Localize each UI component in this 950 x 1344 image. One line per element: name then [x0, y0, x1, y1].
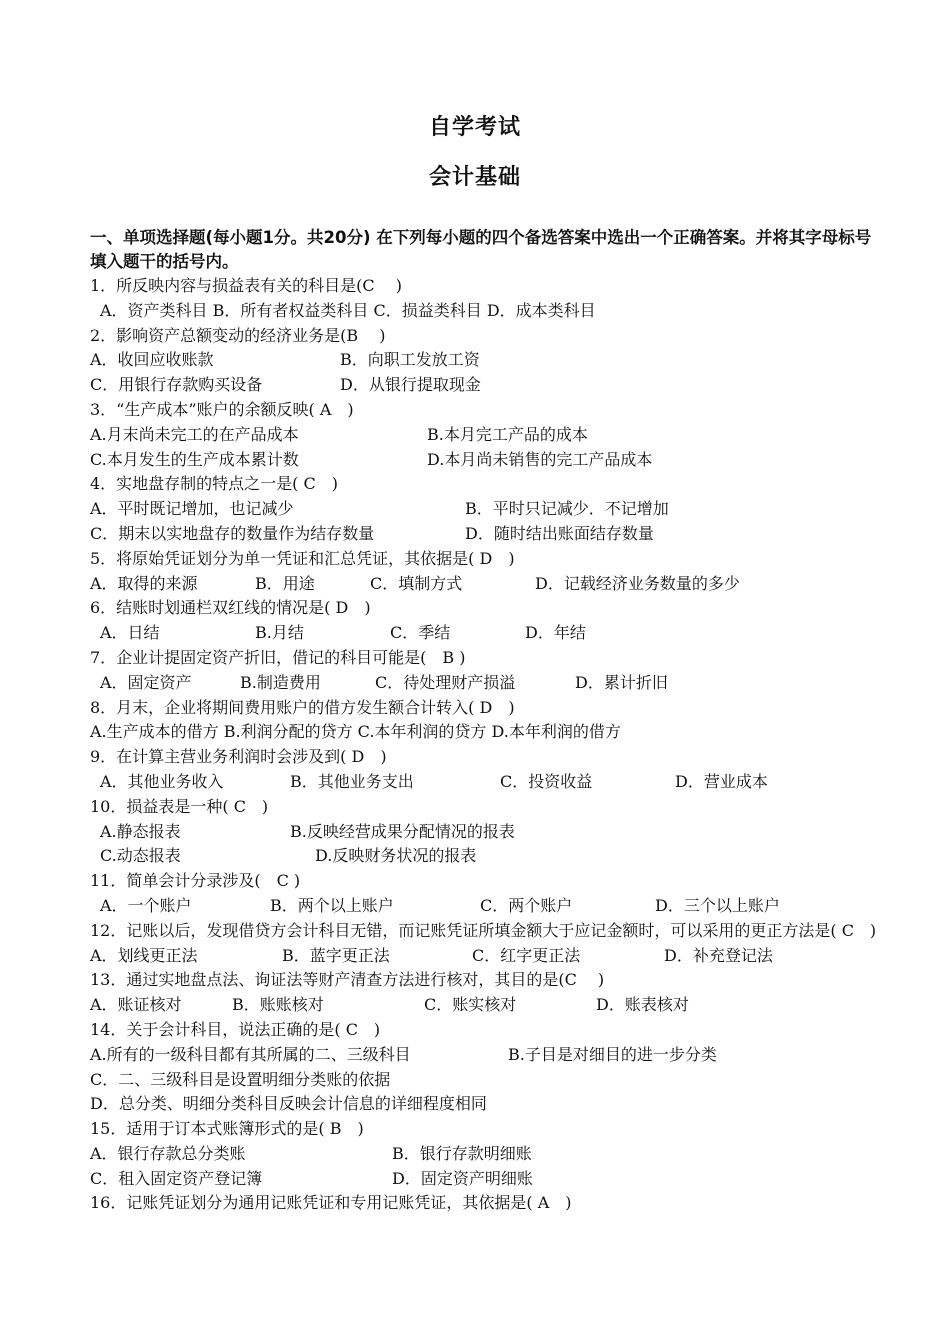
answer-option: C．待处理财产损溢	[375, 672, 516, 692]
question-stem: 10．损益表是一种( C )	[90, 796, 269, 816]
question-stem: 5．将原始凭证划分为单一凭证和汇总凭证，其依据是( D )	[90, 548, 515, 568]
option-row	[90, 448, 880, 473]
question-stem: 6．结账时划通栏双红线的情况是( D )	[90, 598, 371, 618]
question-stem: 12．记账以后，发现借贷方会计科目无错，而记账凭证所填金额大于应记金额时，可以采用的更正方法是( C )	[90, 920, 877, 940]
option-row	[90, 572, 880, 597]
answer-option: C．账实核对	[424, 995, 517, 1015]
option-row	[90, 1043, 880, 1068]
answer-option: D．记载经济业务数量的多少	[535, 573, 740, 593]
answer-option: B.本月完工产品的成本	[427, 424, 588, 444]
option-row	[90, 671, 880, 696]
question-stem: 11．简单会计分录涉及( C )	[90, 871, 301, 891]
option-row	[90, 720, 880, 745]
answer-option: C．二、三级科目是设置明细分类账的依据	[90, 1069, 391, 1089]
question-stem: 3．“生产成本”账户的余额反映( A )	[90, 399, 354, 419]
question-stem: 2．影响资产总额变动的经济业务是(B )	[90, 325, 386, 345]
option-row	[90, 522, 880, 547]
answer-option: D．固定资产明细账	[392, 1168, 533, 1188]
option-row	[90, 621, 880, 646]
question-stem: 1．所反映内容与损益表有关的科目是(C )	[90, 276, 402, 295]
answer-option: B．账账核对	[232, 995, 324, 1015]
answer-option: A．日结	[100, 623, 160, 643]
option-row	[90, 299, 880, 324]
answer-option: A．银行存款总分类账	[90, 1143, 246, 1163]
answer-option: D．总分类、明细分类科目反映会计信息的详细程度相同	[90, 1094, 487, 1114]
answer-option: D．账表核对	[596, 995, 689, 1015]
answer-option: A．平时既记增加，也记减少	[90, 499, 294, 519]
answer-option: A.生产成本的借方 B.利润分配的贷方 C.本年利润的贷方 D.本年利润的借方	[90, 722, 621, 742]
option-row	[90, 497, 880, 522]
answer-option: C．季结	[390, 623, 451, 643]
question-stem: 16．记账凭证划分为通用记账凭证和专用记账凭证，其依据是( A )	[90, 1193, 572, 1213]
option-row	[90, 1142, 880, 1167]
option-row	[90, 1092, 880, 1117]
option-row	[90, 423, 880, 448]
answer-option: A.所有的一级科目都有其所属的二、三级科目	[90, 1044, 411, 1064]
answer-option: C.本月发生的生产成本累计数	[90, 449, 299, 469]
question-stem: 15．适用于订本式账簿形式的是( B )	[90, 1119, 364, 1139]
answer-option: B．蓝字更正法	[282, 945, 390, 965]
answer-option: D．营业成本	[675, 771, 768, 791]
section-heading: 一、单项选择题(每小题1分。共20分) 在下列每小题的四个备选答案中选出一个正确答案。并将其字母标号填入题干的括号内。	[90, 228, 872, 271]
question-stem: 7．企业计提固定资产折旧，借记的科目可能是( B )	[90, 647, 466, 667]
option-row	[90, 373, 880, 398]
answer-option: A．收回应收账款	[90, 350, 214, 370]
answer-option: A．取得的来源	[90, 573, 198, 593]
answer-option: D．年结	[525, 623, 586, 643]
answer-option: D．累计折旧	[575, 672, 668, 692]
option-row	[90, 944, 880, 969]
answer-option: A．账证核对	[90, 995, 182, 1015]
option-row	[90, 894, 880, 919]
answer-option: C．红字更正法	[472, 945, 581, 965]
answer-option: A．划线更正法	[90, 945, 198, 965]
answer-option: C．填制方式	[370, 573, 463, 593]
answer-option: C．两个账户	[480, 895, 573, 915]
question-stem: 14．关于会计科目，说法正确的是( C )	[90, 1019, 381, 1039]
answer-option: D.本月尚未销售的完工产品成本	[427, 449, 653, 469]
answer-option: B.子目是对细目的进一步分类	[508, 1044, 717, 1064]
answer-option: B．向职工发放工资	[340, 350, 480, 370]
question-list	[90, 274, 880, 1216]
question-stem: 8．月末，企业将期间费用账户的借方发生额合计转入( D )	[90, 697, 515, 717]
option-row	[90, 993, 880, 1018]
answer-option: D.反映财务状况的报表	[315, 846, 477, 866]
option-row	[90, 1167, 880, 1192]
answer-option: D．随时结出账面结存数量	[465, 523, 654, 543]
answer-option: D．三个以上账户	[655, 895, 780, 915]
answer-option: B.反映经营成果分配情况的报表	[290, 821, 515, 841]
question-stem: 4．实地盘存制的特点之一是( C )	[90, 474, 338, 494]
option-row	[90, 844, 880, 869]
answer-option: A.静态报表	[100, 821, 181, 841]
question-stem: 9．在计算主营业务利润时会涉及到( D )	[90, 747, 387, 767]
option-row	[90, 348, 880, 373]
answer-option: D．从银行提取现金	[340, 375, 481, 395]
answer-option: B．用途	[255, 573, 315, 593]
option-row	[90, 820, 880, 845]
answer-option: A．固定资产	[100, 672, 192, 692]
answer-option: A．其他业务收入	[100, 771, 224, 791]
option-row	[90, 1068, 880, 1093]
answer-option: C．投资收益	[500, 771, 593, 791]
answer-option: A．资产类科目 B．所有者权益类科目 C．损益类科目 D．成本类科目	[100, 300, 596, 320]
answer-option: C．租入固定资产登记簿	[90, 1168, 263, 1188]
option-row	[90, 770, 880, 795]
answer-option: B.月结	[255, 623, 304, 643]
answer-option: B．两个以上账户	[270, 895, 394, 915]
answer-option: B．其他业务支出	[290, 771, 414, 791]
document-subtitle: 会计基础	[428, 165, 521, 190]
answer-option: A.月末尚未完工的在产品成本	[90, 424, 299, 444]
document-title: 自学考试	[428, 115, 521, 140]
question-stem: 13．通过实地盘点法、询证法等财产清查方法进行核对，其目的是(C )	[90, 970, 605, 990]
answer-option: B．平时只记减少．不记增加	[465, 499, 669, 519]
answer-option: B．银行存款明细账	[392, 1143, 532, 1163]
answer-option: B.制造费用	[240, 672, 321, 692]
answer-option: C．期末以实地盘存的数量作为结存数量	[90, 523, 375, 543]
answer-option: C．用银行存款购买设备	[90, 375, 263, 395]
answer-option: D．补充登记法	[664, 945, 773, 965]
answer-option: C.动态报表	[100, 846, 181, 866]
answer-option: A．一个账户	[100, 895, 192, 915]
